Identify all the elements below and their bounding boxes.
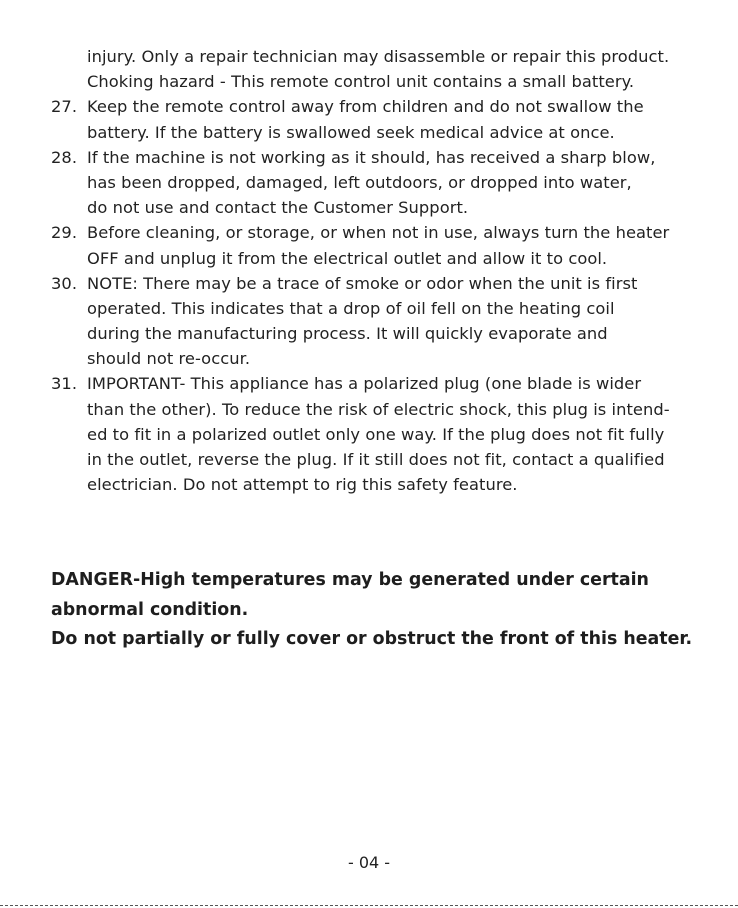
danger-warning-line: abnormal condition. [51,599,249,620]
instruction-line [0,69,738,94]
instruction-line [0,296,738,321]
instruction-text: during the manufacturing process. It will quickly evaporate and [87,324,608,344]
instruction-line [0,220,738,245]
danger-warning-line: DANGER-High temperatures may be generated under certain [51,570,649,590]
instruction-line [0,321,738,346]
instruction-line [0,170,738,195]
bottom-divider [0,905,738,906]
instruction-line [0,246,738,271]
instruction-line [0,346,738,371]
instruction-line [0,145,738,170]
instruction-line [0,422,738,447]
instruction-text: NOTE: There may be a trace of smoke or odor when the unit is first [87,273,638,293]
instruction-text: Keep the remote control away from children and do not swallow the [87,97,644,117]
instruction-text: should not re-occur. [87,349,251,369]
instruction-line [0,44,738,69]
instruction-number: 30. [51,273,78,293]
instruction-line [0,195,738,220]
instruction-text: injury. Only a repair technician may disassemble or repair this product. [87,47,670,66]
danger-warning-line: Do not partially or fully cover or obstruct the front of this heater. [51,629,693,649]
instruction-text: Before cleaning, or storage, or when not in use, always turn the heater [87,223,670,243]
instruction-number: 31. [51,374,78,394]
instruction-line [0,371,738,396]
danger-warning [51,566,711,655]
instruction-text: has been dropped, damaged, left outdoors, or dropped into water, [87,172,632,192]
instruction-text: than the other). To reduce the risk of electric shock, this plug is intend- [87,399,670,419]
instruction-text: do not use and contact the Customer Support. [87,198,469,218]
instruction-line [0,94,738,119]
safety-instructions-list [0,44,738,497]
instruction-number: 27. [51,97,78,117]
page-number: - 04 - [347,853,391,872]
instruction-line [0,447,738,472]
instruction-text: operated. This indicates that a drop of oil fell on the heating coil [87,298,615,318]
instruction-number: 28. [51,147,78,167]
instruction-text: Choking hazard - This remote control unit contains a small battery. [87,72,635,92]
instruction-text: If the machine is not working as it should, has received a sharp blow, [87,147,656,167]
instruction-text: battery. If the battery is swallowed seek medical advice at once. [87,122,615,142]
instruction-text: IMPORTANT- This appliance has a polarized plug (one blade is wider [87,374,642,394]
instruction-line [0,397,738,422]
instruction-line [0,472,738,497]
instruction-line [0,271,738,296]
instruction-text: OFF and unplug it from the electrical outlet and allow it to cool. [87,248,608,268]
instruction-line [0,120,738,145]
instruction-text: ed to fit in a polarized outlet only one way. If the plug does not fit fully [87,424,665,444]
instruction-number: 29. [51,223,78,243]
instruction-text: in the outlet, reverse the plug. If it still does not fit, contact a qualified [87,450,665,469]
instruction-text: electrician. Do not attempt to rig this safety feature. [87,475,518,495]
